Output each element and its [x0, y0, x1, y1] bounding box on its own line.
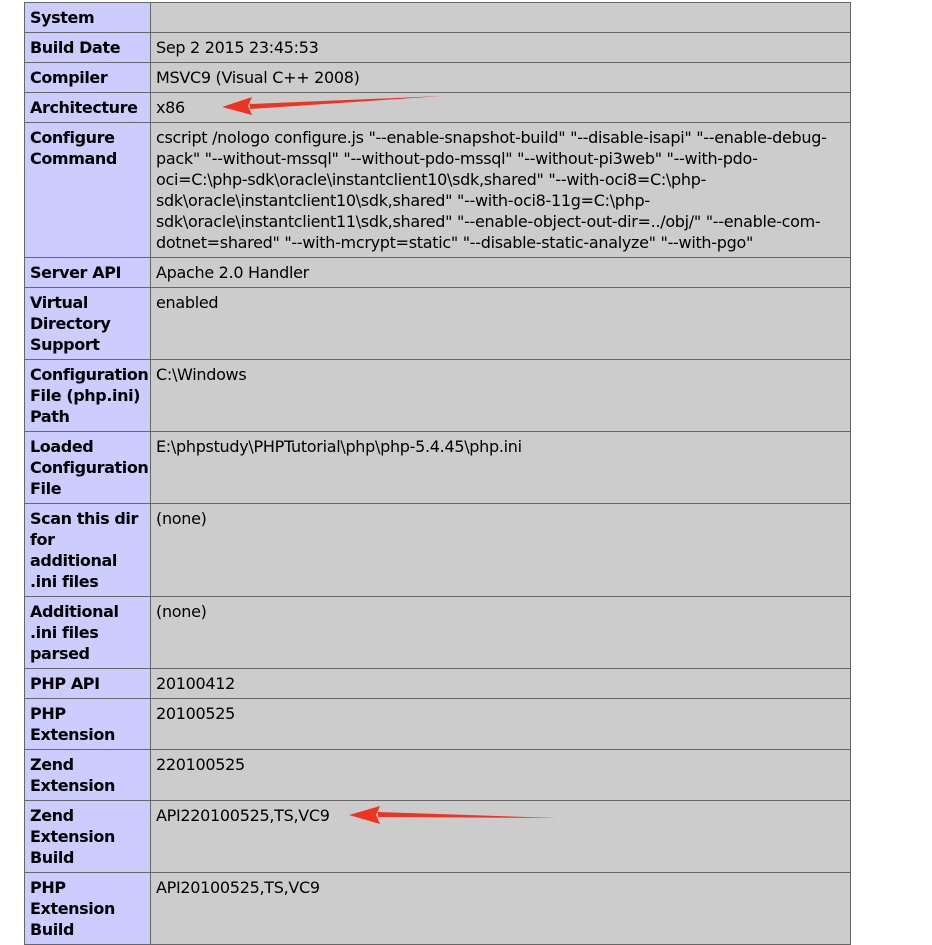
row-key-build-date: Build Date — [25, 33, 151, 63]
table-row — [25, 504, 851, 597]
row-value-additional-ini-files: (none) — [151, 597, 851, 669]
table-row — [25, 93, 851, 123]
row-key-scan-dir: Scan this dir for additional .ini files — [25, 504, 151, 597]
row-key-virtual-directory-support: Virtual Directory Support — [25, 288, 151, 360]
row-key-configure-command: Configure Command — [25, 123, 151, 258]
row-key-additional-ini-files: Additional .ini files parsed — [25, 597, 151, 669]
row-value-server-api: Apache 2.0 Handler — [151, 258, 851, 288]
row-value-php-api: 20100412 — [151, 669, 851, 699]
table-row — [25, 258, 851, 288]
row-value-architecture: x86 — [151, 93, 851, 123]
row-key-architecture: Architecture — [25, 93, 151, 123]
row-key-compiler: Compiler — [25, 63, 151, 93]
table-row — [25, 750, 851, 801]
row-key-php-extension: PHP Extension — [25, 699, 151, 750]
row-value-compiler: MSVC9 (Visual C++ 2008) — [151, 63, 851, 93]
table-row — [25, 3, 851, 33]
row-value-zend-extension-build: API220100525,TS,VC9 — [151, 801, 851, 873]
row-key-loaded-configuration-file: Loaded Configuration File — [25, 432, 151, 504]
table-row — [25, 801, 851, 873]
row-value-loaded-configuration-file: E:\phpstudy\PHPTutorial\php\php-5.4.45\php.ini — [151, 432, 851, 504]
row-value-configuration-file-path: C:\Windows — [151, 360, 851, 432]
table-row — [25, 123, 851, 258]
row-value-configure-command: cscript /nologo configure.js "--enable-snapshot-build" "--disable-isapi" "--enable-debug-pack" "--without-mssql" "--without-pdo-mssql" "--without-pi3web" "--with-pdo-oci=C:\php-sdk\oracle\instantclient10\sdk,shared" "--with-oci8=C:\php-sdk\oracle\instantclient10\sdk,shared" "--with-oci8-11g=C:\php-sdk\oracle\instantclient11\sdk,shared" "--enable-object-out-dir=../obj/" "--enable-com-dotnet=shared" "--with-mcrypt=static" "--disable-static-analyze" "--with-pgo" — [151, 123, 851, 258]
row-key-php-extension-build: PHP Extension Build — [25, 873, 151, 945]
table-row — [25, 432, 851, 504]
table-row — [25, 360, 851, 432]
table-row — [25, 33, 851, 63]
table-row — [25, 669, 851, 699]
row-value-system — [151, 3, 851, 33]
row-key-system: System — [25, 3, 151, 33]
phpinfo-table — [24, 2, 851, 945]
row-key-php-api: PHP API — [25, 669, 151, 699]
row-value-build-date: Sep 2 2015 23:45:53 — [151, 33, 851, 63]
row-value-php-extension: 20100525 — [151, 699, 851, 750]
row-value-scan-dir: (none) — [151, 504, 851, 597]
row-key-server-api: Server API — [25, 258, 151, 288]
table-row — [25, 699, 851, 750]
table-row — [25, 63, 851, 93]
table-row — [25, 873, 851, 945]
row-key-configuration-file-path: Configuration File (php.ini) Path — [25, 360, 151, 432]
row-key-zend-extension: Zend Extension — [25, 750, 151, 801]
row-key-zend-extension-build: Zend Extension Build — [25, 801, 151, 873]
row-value-virtual-directory-support: enabled — [151, 288, 851, 360]
table-row — [25, 288, 851, 360]
row-value-php-extension-build: API20100525,TS,VC9 — [151, 873, 851, 945]
row-value-zend-extension: 220100525 — [151, 750, 851, 801]
table-row — [25, 597, 851, 669]
